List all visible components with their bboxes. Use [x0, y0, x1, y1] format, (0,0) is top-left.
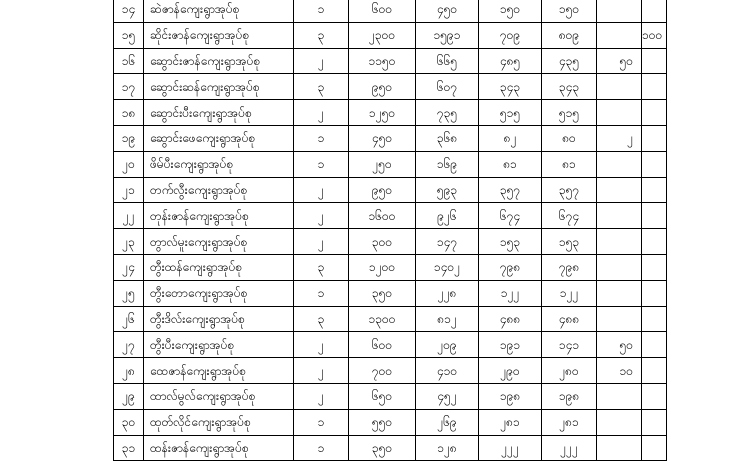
value-cell: ၁၄၀၂ — [416, 254, 479, 280]
village-tract-name-cell: တွီးထန်ကျေးရွာအုပ်စု — [144, 254, 294, 280]
value-cell: ၂၂၈ — [416, 280, 479, 306]
value-cell: ၁၅၃ — [479, 229, 542, 255]
value-cell: ၈၁၂ — [416, 306, 479, 332]
value-cell — [642, 280, 667, 306]
total-cell: ၉၅၀ — [349, 177, 416, 203]
table-row — [114, 22, 667, 48]
value-cell: ၄၈၅ — [479, 48, 542, 74]
value-cell: ၆၆၅ — [416, 48, 479, 74]
village-tract-name-cell: ထေဇာန်ကျေးရွာအုပ်စု — [144, 358, 294, 384]
count-cell: ၂ — [294, 383, 349, 409]
row-number-cell: ၁၇ — [114, 74, 144, 100]
value-cell: ၇၉၈ — [479, 254, 542, 280]
total-cell: ၇၀၀ — [349, 358, 416, 384]
value-cell: ၁၅၀ — [479, 0, 542, 22]
value-cell — [642, 383, 667, 409]
row-number-cell: ၂၇ — [114, 332, 144, 358]
row-number-cell: ၂၈ — [114, 358, 144, 384]
count-cell: ၁ — [294, 409, 349, 435]
village-tract-name-cell: ဆွောင်းဆန်ကျေးရွာအုပ်စု — [144, 74, 294, 100]
row-number-cell: ၁၈ — [114, 100, 144, 126]
count-cell: ၂ — [294, 100, 349, 126]
count-cell: ၃ — [294, 306, 349, 332]
village-tract-name-cell: တုန်းဇာန်ကျေးရွာအုပ်စု — [144, 203, 294, 229]
value-cell: ၆၇၄ — [479, 203, 542, 229]
value-cell: ၁၄၇ — [416, 229, 479, 255]
village-tract-name-cell: ထာလ်မွလ်ကျေးရွာအုပ်စု — [144, 383, 294, 409]
table-row — [114, 203, 667, 229]
row-number-cell: ၂၅ — [114, 280, 144, 306]
value-cell: ၁၅၉၁ — [416, 22, 479, 48]
village-tract-name-cell: ဆွောင်းဇာန်ကျေးရွာအုပ်စု — [144, 48, 294, 74]
village-tract-name-cell: တက်လွီးကျေးရွာအုပ်စု — [144, 177, 294, 203]
total-cell: ၆၀၀ — [349, 332, 416, 358]
value-cell: ၂၆၉ — [416, 409, 479, 435]
village-tract-name-cell: ဆဲဇာန်ကျေးရွာအုပ်စု — [144, 0, 294, 22]
value-cell: ၃၆၈ — [416, 125, 479, 151]
table-row — [114, 332, 667, 358]
row-number-cell: ၂၆ — [114, 306, 144, 332]
table-row — [114, 0, 667, 22]
value-cell — [642, 203, 667, 229]
value-cell: ၅၉၃ — [416, 177, 479, 203]
value-cell — [597, 435, 642, 461]
village-tract-name-cell: တွီးဒိလ်းကျေးရွာအုပ်စု — [144, 306, 294, 332]
total-cell: ၄၅၀ — [349, 125, 416, 151]
row-number-cell: ၂၂ — [114, 203, 144, 229]
value-cell — [642, 74, 667, 100]
value-cell: ၂၂၂ — [479, 435, 542, 461]
row-number-cell: ၁၄ — [114, 0, 144, 22]
count-cell: ၃ — [294, 74, 349, 100]
village-tract-name-cell: ထန်းဇာန်ကျေးရွာအုပ်စု — [144, 435, 294, 461]
value-cell: ၉၂၆ — [416, 203, 479, 229]
count-cell: ၃ — [294, 254, 349, 280]
count-cell: ၁ — [294, 0, 349, 22]
value-cell: ၄၃၅ — [542, 48, 597, 74]
village-tract-name-cell: တွာလ်မူးကျေးရွာအုပ်စု — [144, 229, 294, 255]
value-cell: ၂၈၁ — [542, 409, 597, 435]
count-cell: ၁ — [294, 151, 349, 177]
value-cell — [597, 409, 642, 435]
value-cell — [642, 229, 667, 255]
value-cell: ၁၉၈ — [542, 383, 597, 409]
value-cell: ၇၉၈ — [542, 254, 597, 280]
value-cell: ၁၄၁ — [542, 332, 597, 358]
count-cell: ၂ — [294, 332, 349, 358]
value-cell: ၂၉၀ — [479, 358, 542, 384]
value-cell: ၅၁၅ — [542, 100, 597, 126]
row-number-cell: ၂၁ — [114, 177, 144, 203]
value-cell: ၂၀၉ — [416, 332, 479, 358]
value-cell: ၈၁ — [542, 151, 597, 177]
value-cell — [642, 0, 667, 22]
table-body — [114, 0, 667, 461]
row-number-cell: ၃၁ — [114, 435, 144, 461]
count-cell: ၁ — [294, 435, 349, 461]
value-cell — [597, 383, 642, 409]
value-cell — [642, 306, 667, 332]
table-row — [114, 383, 667, 409]
count-cell: ၁ — [294, 280, 349, 306]
table-row — [114, 48, 667, 74]
value-cell — [597, 280, 642, 306]
village-tract-name-cell: ဆိုင်းဇာန်ကျေးရွာအုပ်စု — [144, 22, 294, 48]
count-cell: ၂ — [294, 229, 349, 255]
village-tract-name-cell: တွီးပီးကျေးရွာအုပ်စု — [144, 332, 294, 358]
value-cell — [597, 203, 642, 229]
value-cell: ၃၅၇ — [542, 177, 597, 203]
total-cell: ၃၅၀ — [349, 435, 416, 461]
value-cell: ၁၀ — [597, 358, 642, 384]
value-cell: ၈၀၉ — [542, 22, 597, 48]
table-row — [114, 435, 667, 461]
value-cell — [597, 306, 642, 332]
village-tract-name-cell: ဆွောင်းပီးကျေးရွာအုပ်စု — [144, 100, 294, 126]
value-cell: ၄၅၂ — [416, 383, 479, 409]
value-cell: ၄၈၈ — [542, 306, 597, 332]
row-number-cell: ၁၅ — [114, 22, 144, 48]
value-cell: ၃၄၃ — [479, 74, 542, 100]
table-row — [114, 100, 667, 126]
village-tract-name-cell: ထုတ်လိုင်ကျေးရွာအုပ်စု — [144, 409, 294, 435]
total-cell: ၁၂၀၀ — [349, 254, 416, 280]
village-tract-name-cell: တွီးတောကျေးရွာအုပ်စု — [144, 280, 294, 306]
total-cell: ၁၁၅၀ — [349, 48, 416, 74]
value-cell: ၃၅၇ — [479, 177, 542, 203]
value-cell — [642, 332, 667, 358]
total-cell: ၃၅၀ — [349, 280, 416, 306]
value-cell: ၇၀၉ — [479, 22, 542, 48]
value-cell: ၂ — [597, 125, 642, 151]
value-cell: ၈၂ — [479, 125, 542, 151]
village-tract-name-cell: ဆွောင်းဖေကျေးရွာအုပ်စု — [144, 125, 294, 151]
value-cell — [642, 177, 667, 203]
value-cell: ၁၀၀ — [642, 22, 667, 48]
value-cell — [597, 254, 642, 280]
value-cell — [642, 48, 667, 74]
total-cell: ၂၅၀ — [349, 151, 416, 177]
row-number-cell: ၂၉ — [114, 383, 144, 409]
count-cell: ၁ — [294, 125, 349, 151]
value-cell: ၁၉၈ — [479, 383, 542, 409]
value-cell — [642, 100, 667, 126]
value-cell — [597, 151, 642, 177]
value-cell: ၁၂၂ — [542, 280, 597, 306]
value-cell: ၅၀ — [597, 48, 642, 74]
value-cell — [642, 151, 667, 177]
value-cell: ၁၉၁ — [479, 332, 542, 358]
row-number-cell: ၃၀ — [114, 409, 144, 435]
table-row — [114, 409, 667, 435]
value-cell: ၇၃၅ — [416, 100, 479, 126]
value-cell — [597, 229, 642, 255]
count-cell: ၂ — [294, 177, 349, 203]
value-cell: ၂၈၀ — [542, 358, 597, 384]
value-cell: ၅၀ — [597, 332, 642, 358]
count-cell: ၂ — [294, 358, 349, 384]
value-cell — [642, 409, 667, 435]
table-row — [114, 306, 667, 332]
value-cell: ၄၁၀ — [416, 358, 479, 384]
value-cell: ၂၂၂ — [542, 435, 597, 461]
value-cell: ၁၅၃ — [542, 229, 597, 255]
value-cell — [642, 435, 667, 461]
total-cell: ၆၀၀ — [349, 0, 416, 22]
value-cell: ၆၀၇ — [416, 74, 479, 100]
value-cell: ၄၅၀ — [416, 0, 479, 22]
value-cell: ၁၆၉ — [416, 151, 479, 177]
row-number-cell: ၂၃ — [114, 229, 144, 255]
data-table-page — [113, 0, 667, 461]
table-row — [114, 151, 667, 177]
value-cell: ၄၈၈ — [479, 306, 542, 332]
row-number-cell: ၂၀ — [114, 151, 144, 177]
table-row — [114, 125, 667, 151]
value-cell — [642, 125, 667, 151]
count-cell: ၂ — [294, 203, 349, 229]
total-cell: ၁၃၀၀ — [349, 306, 416, 332]
value-cell — [642, 254, 667, 280]
total-cell: ၂၃၀၀ — [349, 22, 416, 48]
total-cell: ၁၂၅၀ — [349, 100, 416, 126]
value-cell: ၁၂၈ — [416, 435, 479, 461]
table-row — [114, 229, 667, 255]
value-cell — [597, 0, 642, 22]
village-tract-table — [113, 0, 667, 461]
count-cell: ၂ — [294, 48, 349, 74]
total-cell: ၁၆၀၀ — [349, 203, 416, 229]
table-row — [114, 74, 667, 100]
total-cell: ၅၅၀ — [349, 409, 416, 435]
value-cell: ၈၀ — [542, 125, 597, 151]
table-row — [114, 177, 667, 203]
value-cell — [642, 358, 667, 384]
total-cell: ၃၀၀ — [349, 229, 416, 255]
row-number-cell: ၁၆ — [114, 48, 144, 74]
value-cell — [597, 177, 642, 203]
value-cell — [597, 100, 642, 126]
value-cell: ၅၁၅ — [479, 100, 542, 126]
table-row — [114, 280, 667, 306]
value-cell: ၁၂၂ — [479, 280, 542, 306]
row-number-cell: ၁၉ — [114, 125, 144, 151]
value-cell: ၂၈၁ — [479, 409, 542, 435]
value-cell: ၁၅၀ — [542, 0, 597, 22]
village-tract-name-cell: ဖိမ်ပီးကျေးရွာအုပ်စု — [144, 151, 294, 177]
count-cell: ၃ — [294, 22, 349, 48]
value-cell — [597, 74, 642, 100]
value-cell — [597, 22, 642, 48]
row-number-cell: ၂၄ — [114, 254, 144, 280]
value-cell: ၃၄၃ — [542, 74, 597, 100]
table-row — [114, 254, 667, 280]
value-cell: ၆၇၄ — [542, 203, 597, 229]
value-cell: ၈၁ — [479, 151, 542, 177]
total-cell: ၉၅၀ — [349, 74, 416, 100]
total-cell: ၆၅၀ — [349, 383, 416, 409]
table-row — [114, 358, 667, 384]
